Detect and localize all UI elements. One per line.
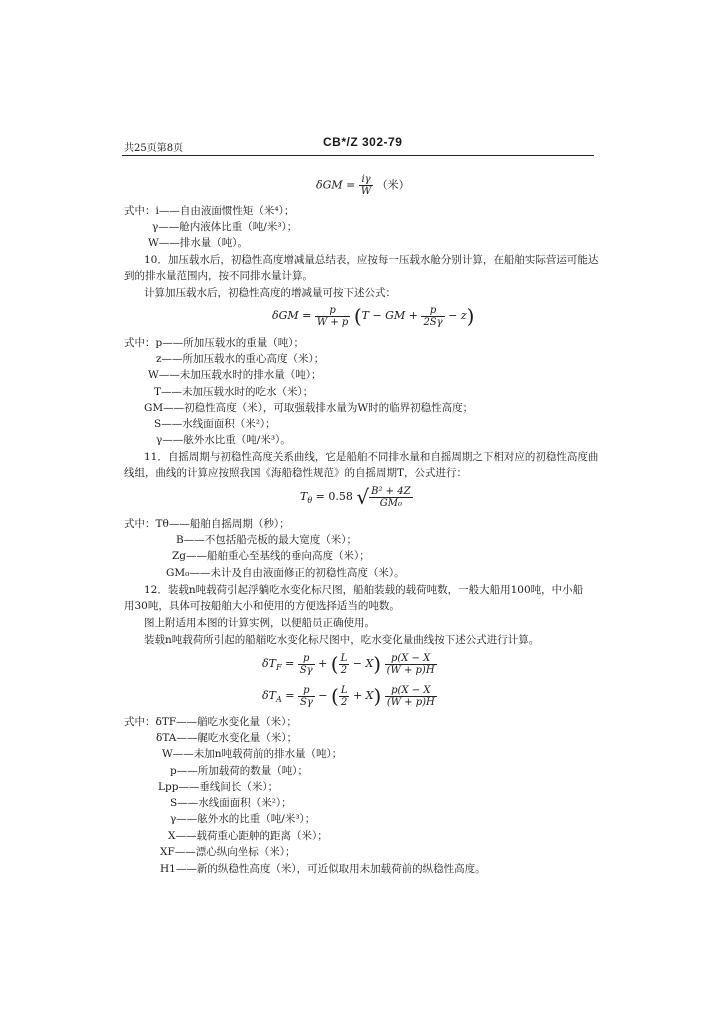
formula-roll-period: $T_\theta = 0.58$ √ $\frac{\text{B² + 4Z}}{\text{GM₀}}$ [300,485,411,509]
definition-line: S——水线面面积（米²）； [154,418,276,430]
definition-line: 式中：Tθ——船舶自摇周期（秒）； [124,518,290,530]
paragraph-line: 11．自摇周期与初稳性高度关系曲线，它是船舶不同排水量和自摇周期之下相对应的初稳性高度曲 [144,451,599,463]
definition-line: W——未加压载水时的排水量（吨）； [148,369,322,381]
definition-line: 式中：i——自由液面惯性矩（米⁴）； [124,205,295,217]
formula-unit: （米） [376,178,410,192]
definition-line: Zg——船舶重心至基线的垂向高度（米）； [172,550,370,562]
definition-line: W——未加n吨载荷前的排水量（吨）； [162,748,343,760]
definition-line: p——所加载荷的数量（吨）； [170,765,308,777]
definition-line: GM₀——未计及自由液面修正的初稳性高度（米）。 [166,567,405,579]
formula-bow-draft-change: $\delta T_F$ = $\frac{p}{S\gamma}$ + ( $\frac{L}{2}$ − X) $\frac{p(X - X}{(W + p)H}$ [262,652,435,676]
formula-delta-gm-ballast: δGM = $\frac{p}{W + p}$ (T − GM + $\frac{p}{2S\gamma}$ − z) [272,304,475,328]
definition-line: γ——舷外水比重（吨/米³）。 [156,434,291,446]
definition-line: δTA——艉吃水变化量（米）； [156,732,298,744]
page-count-label: 共25页第8页 [124,143,184,154]
definition-line: 式中：p——所加压载水的重量（吨）； [124,337,304,349]
paragraph-line: 装载n吨载荷所引起的船艏吃水变化标尺图中，吃水变化量曲线按下述公式进行计算。 [144,634,540,646]
paragraph-line: 12．装载n吨载荷引起浮躺吃水变化标尺图，船舶装载的载荷吨数，一般大船用100吨，中小船 [144,584,584,596]
paragraph-line: 10．加压载水后，初稳性高度增减量总结表，应按每一压载水舱分别计算，在船舶实际营运可能达 [144,254,599,266]
paragraph-line: 计算加压载水后，初稳性高度的增减量可按下述公式： [144,287,396,299]
definition-line: H1——新的纵稳性高度（米），可近似取用未加载荷前的纵稳性高度。 [160,863,486,875]
definition-line: 式中：δTF——艏吃水变化量（米）； [124,716,297,728]
header-rule [122,155,594,156]
definition-line: GM——初稳性高度（米），可取强载排水量为W时的临界初稳性高度； [144,402,474,414]
definition-line: γ——舷外水的比重（吨/米³）； [170,813,316,825]
definition-line: S——水线面面积（米²）； [170,797,292,809]
formula-delta-gm-free-surface [316,174,410,197]
definition-line: T——未加压载水时的吃水（米）； [154,386,314,398]
formula-lhs: δGM = [316,178,356,192]
paragraph-line: 用30吨，具体可按船舶大小和使用的方便选择适当的吨数。 [124,600,400,612]
definition-line: X——载荷重心距舯的距离（米）； [168,830,328,842]
definition-line: W——排水量（吨）。 [148,237,249,249]
definition-line: Lpp——垂线间长（米）； [158,781,279,793]
definition-line: B——不包括船壳板的最大宽度（米）； [176,534,357,546]
definition-line: γ——舱内液体比重（吨/米³）； [152,221,298,233]
paragraph-line: 图上附适用本图的计算实例，以便船员正确使用。 [144,617,375,629]
definition-line: z——所加压载水的重心高度（米）； [156,353,325,365]
paragraph-line: 到的排水量范围内，按不同排水量计算。 [124,270,313,282]
paragraph-line: 线组，曲线的计算应按照我国《海船稳性规范》的自摇周期T，公式进行： [124,467,468,479]
formula-fraction: $\frac{i\gamma}{W}$ [360,174,372,197]
formula-stern-draft-change: $\delta T_A$ = $\frac{p}{S\gamma}$ − ( $\frac{L}{2}$ + X) $\frac{p(X - X}{(W + p)H}$ [262,684,435,708]
standard-number: CB*/Z 302-79 [323,135,403,149]
definition-line: XF——漂心纵向坐标（米）； [160,846,296,858]
